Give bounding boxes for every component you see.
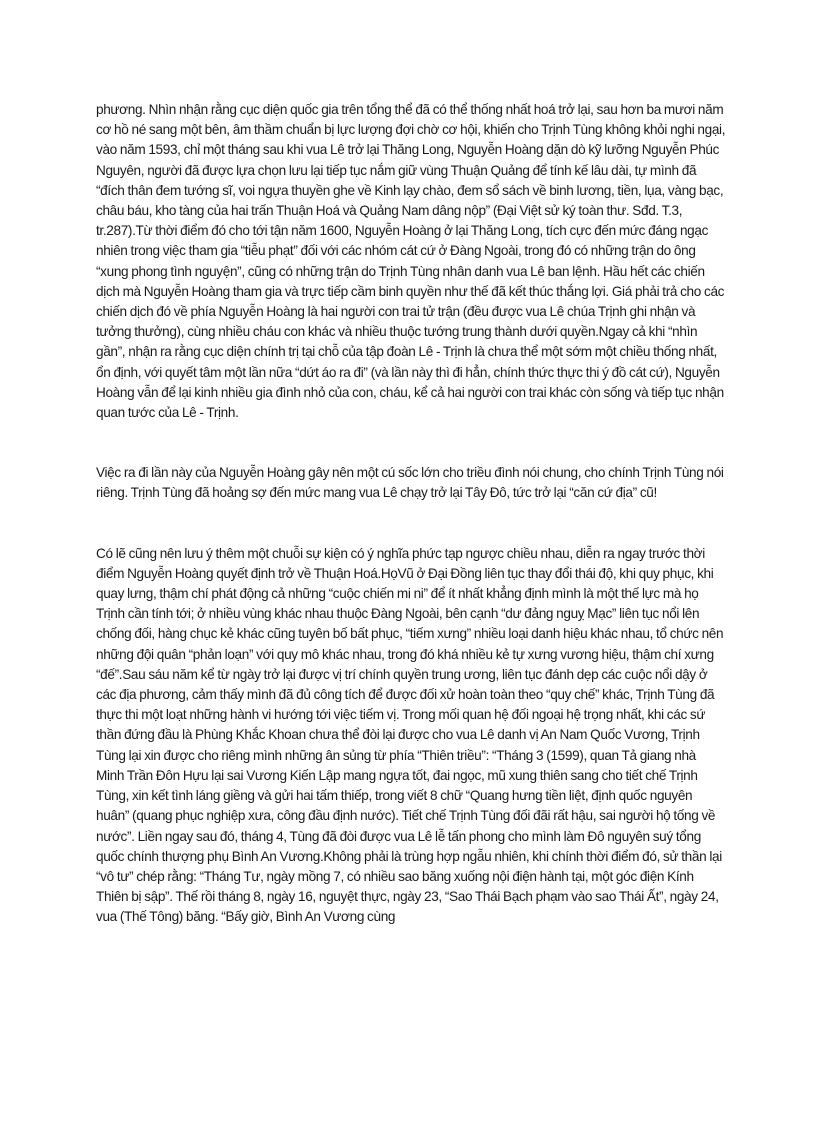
paragraph-2: Việc ra đi lần này của Nguyễn Hoàng gây nên một cú sốc lớn cho triều đình nói chung, cho chính Trịnh Tùng nói riêng. Trịnh Tùng đã hoảng sợ đến mức mang vua Lê chạy trở lại Tây Đô, tức trở lại “căn cứ địa” cũ! [96, 465, 724, 501]
paragraph-3: Có lẽ cũng nên lưu ý thêm một chuỗi sự kiện có ý nghĩa phức tạp ngược chiều nhau, diễn ra ngay trước thời điểm Nguyễn Hoàng quyết định trở về Thuận Hoá.HọVũ ở Đại Đồng liên tục thay đổi thái độ, khi quy phục, khi quay lưng, thậm chí phát động cả những “cuộc chiến mi ni” để ít nhất khẳng định mình là một thế lực mà họ Trịnh cần tính tới; ở nhiều vùng khác nhau thuộc Đàng Ngoài, bên cạnh “dư đảng nguỵ Mạc” liên tục nổi lên chống đối, hàng chục kẻ khác cũng tuyên bố bất phục, “tiếm xưng” nhiều loại danh hiệu khác nhau, tổ chức nên những đội quân “phản loạn” với quy mô khác nhau, trong đó khá nhiều kẻ tự xưng vương hiệu, thậm chí xưng “đế”.Sau sáu năm kể từ ngày trở lại được vị trí chính quyền trung ương, liên tục đánh dẹp các cuộc nổi dậy ở các địa phương, cảm thấy mình đã đủ công tích để được đối xử hoàn toàn theo “quy chế” khác, Trịnh Tùng đã thực thi một loạt những hành vi hướng tới việc tiếm vị. Trong mối quan hệ đối ngoại hệ trọng nhất, khi các sứ thần đứng đầu là Phùng Khắc Khoan chưa thể đòi lại được cho vua Lê danh vị An Nam Quốc Vương, Trịnh Tùng lại xin được cho riêng mình những ân sủng từ phía “Thiên triều”: “Tháng 3 (1599), quan Tả giang nhà Minh Trần Đôn Hựu lại sai Vương Kiến Lập mang ngựa tốt, đai ngọc, mũ xung thiên sang cho tiết chế Trịnh Tùng, xin kết tình láng giềng và gửi hai tấm thiếp, trong viết 8 chữ “Quang hưng tiền liệt, định quốc nguyên huân” (quang phục nghiệp xưa, công đầu định nước). Tiết chế Trịnh Tùng đối đãi rất hậu, sai người hộ tống về nước”. Liền ngay sau đó, tháng 4, Tùng đã đòi được vua Lê lễ tấn phong cho mình làm Đô nguyên suý tổng quốc chính thượng phụ Bình An Vương.Không phải là trùng hợp ngẫu nhiên, khi chính thời điểm đó, sử thần lại “vô tư” chép rằng: “Tháng Tư, ngày mồng 7, có nhiều sao băng xuống nội điện hành tại, một góc điện Kính Thiên bị sập”. Thế rồi tháng 8, ngày 16, nguyệt thực, ngày 23, “Sao Thái Bạch phạm vào sao Thái Ất”, ngày 24, vua (Thế Tông) băng. “Bấy giờ, Bình An Vương cùng [96, 545, 724, 925]
paragraph-1: phương. Nhìn nhận rằng cục diện quốc gia trên tổng thể đã có thể thống nhất hoá trở lại, sau hơn ba mươi năm cơ hồ né sang một bên, âm thầm chuẩn bị lực lượng đợi chờ cơ hội, khiến cho Trịnh Tùng không khỏi nghi ngại, vào năm 1593, chỉ một tháng sau khi vua Lê trở lại Thăng Long, Nguyễn Hoàng dặn dò kỹ lưỡng Nguyễn Phúc Nguyên, người đã được lựa chọn lưu lại tiếp tục nắm giữ vùng Thuận Quảng để tính kế lâu dài, tự mình đã “đích thân đem tướng sĩ, voi ngựa thuyền ghe về Kinh lạy chào, đem sổ sách về binh lương, tiền, lụa, vàng bạc, châu báu, kho tàng của hai trấn Thuận Hoá và Quảng Nam dâng nộp” (Đại Việt sử ký toàn thư. Sđd. T.3, tr.287).Từ thời điểm đó cho tới tận năm 1600, Nguyễn Hoàng ở lại Thăng Long, tích cực đến mức đáng ngạc nhiên trong việc tham gia “tiễu phạt” đối với các nhóm cát cứ ở Đàng Ngoài, trong đó có những trận do ông “xung phong tình nguyện”, cũng có những trận do Trịnh Tùng nhân danh vua Lê ban lệnh. Hầu hết các chiến dịch mà Nguyễn Hoàng tham gia và trực tiếp cầm binh quyền như thế đã kết thúc thắng lợi. Giá phải trả cho các chiến dịch đó về phía Nguyễn Hoàng là hai người con trai tử trận (đều được vua Lê chúa Trịnh ghi nhận và tưởng thưởng), cùng nhiều cháu con khác và nhiều thuộc tướng trung thành dưới quyền.Ngay cả khi “nhìn gần”, nhận ra rằng cục diện chính trị tại chỗ của tập đoàn Lê - Trịnh là chưa thể một sớm một chiều thống nhất, ổn định, với quyết tâm một lần nữa “dứt áo ra đi” (và lần này thì đi hẳn, chính thức thực thi ý đồ cát cứ), Nguyễn Hoàng vẫn để lại kinh nhiều gia đình nhỏ của con, cháu, kể cả hai người con trai khác còn sống và tiếp tục nhận quan tước của Lê - Trịnh. [96, 102, 726, 421]
document-body [96, 100, 726, 928]
